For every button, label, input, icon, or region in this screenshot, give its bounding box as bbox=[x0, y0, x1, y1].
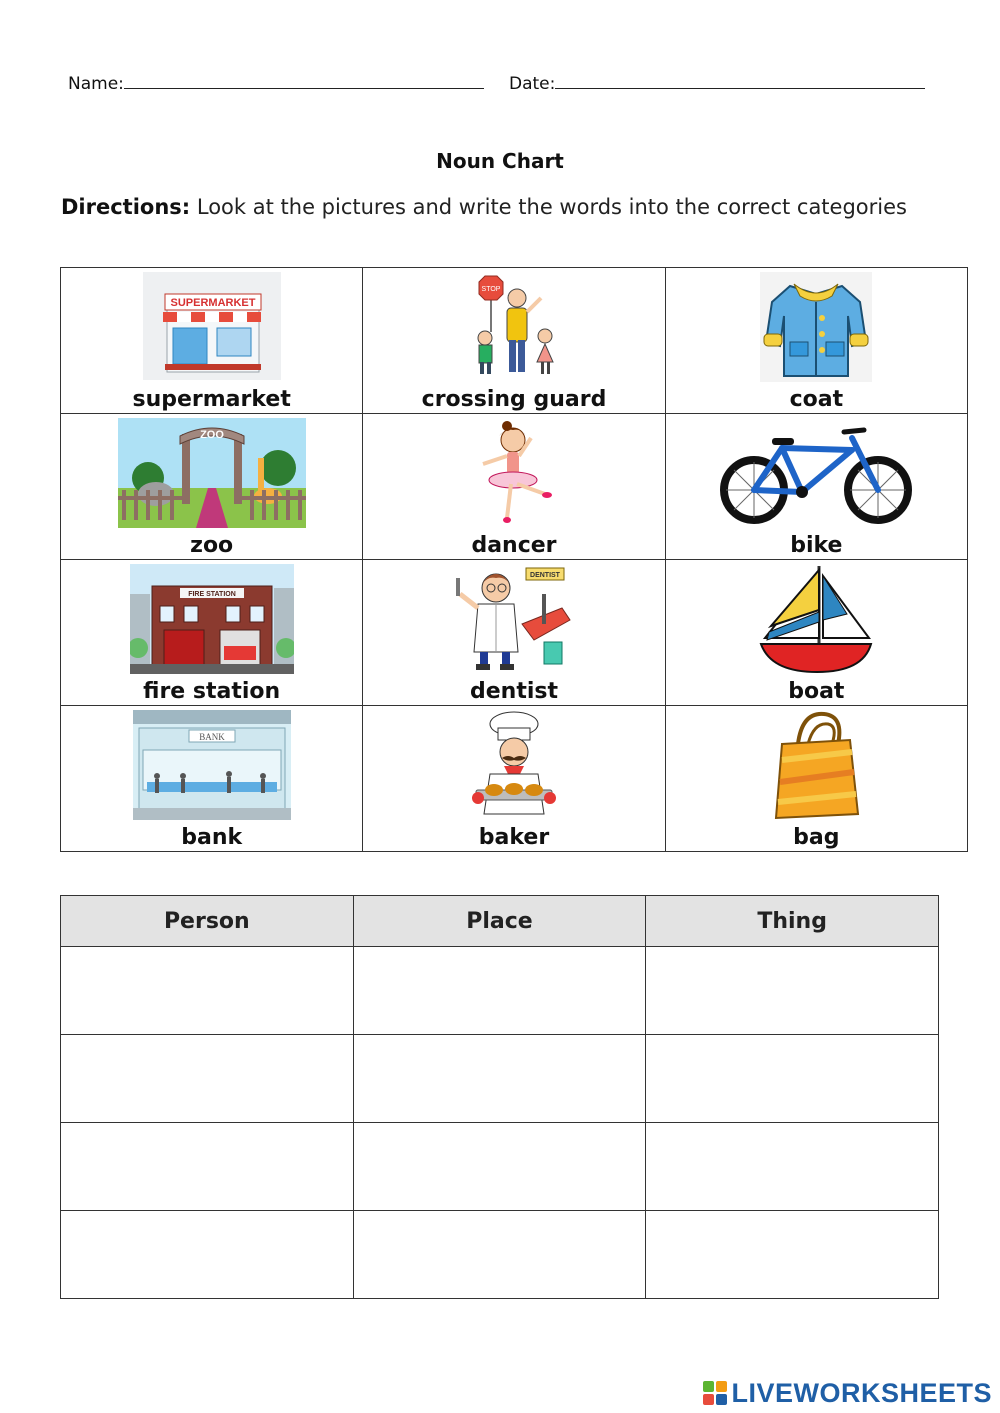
answer-cell-person-2[interactable] bbox=[61, 1035, 354, 1123]
baker-icon bbox=[464, 710, 564, 820]
word-bag: bag bbox=[793, 825, 840, 850]
fire-station-icon bbox=[130, 564, 294, 674]
liveworksheets-logo-icon bbox=[703, 1381, 727, 1405]
supermarket-sign: SUPERMARKET bbox=[170, 297, 256, 309]
directions-text: Look at the pictures and write the words into the correct categories bbox=[190, 195, 907, 219]
word-baker: baker bbox=[478, 825, 550, 850]
coat-icon bbox=[760, 272, 872, 382]
picture-cell-dentist bbox=[363, 560, 665, 706]
word-supermarket: supermarket bbox=[132, 387, 291, 412]
picture-cell-dancer bbox=[363, 414, 665, 560]
answer-cell-person-4[interactable] bbox=[61, 1211, 354, 1299]
picture-cell-zoo bbox=[61, 414, 363, 560]
header-line bbox=[68, 72, 930, 98]
zoo-icon bbox=[118, 418, 306, 528]
dentist-icon bbox=[452, 564, 576, 674]
bike-icon bbox=[718, 418, 914, 530]
answer-cell-place-3[interactable] bbox=[353, 1123, 646, 1211]
dentist-sign: DENTIST bbox=[530, 572, 560, 579]
liveworksheets-brand-text: LIVEWORKSHEETS bbox=[731, 1377, 992, 1408]
date-field bbox=[509, 72, 925, 94]
answer-cell-person-1[interactable] bbox=[61, 947, 354, 1035]
sorting-table bbox=[60, 895, 939, 1299]
bank-sign: BANK bbox=[198, 732, 225, 742]
word-bike: bike bbox=[790, 533, 843, 558]
bag-icon bbox=[768, 710, 864, 822]
picture-cell-crossing-guard bbox=[363, 268, 665, 414]
page-title: Noun Chart bbox=[436, 149, 564, 173]
picture-grid bbox=[60, 267, 968, 852]
header-place: Place bbox=[353, 896, 646, 947]
answer-cell-thing-3[interactable] bbox=[646, 1123, 939, 1211]
header-person: Person bbox=[61, 896, 354, 947]
picture-cell-baker bbox=[363, 706, 665, 852]
word-bank: bank bbox=[181, 825, 243, 850]
supermarket-icon bbox=[143, 272, 281, 380]
answer-cell-place-1[interactable] bbox=[353, 947, 646, 1035]
word-boat: boat bbox=[788, 679, 845, 704]
answer-cell-place-2[interactable] bbox=[353, 1035, 646, 1123]
answer-cell-person-3[interactable] bbox=[61, 1123, 354, 1211]
logo-square-green bbox=[703, 1381, 714, 1392]
stop-sign-text: STOP bbox=[481, 286, 501, 293]
picture-cell-boat bbox=[665, 560, 967, 706]
zoo-sign: ZOO bbox=[199, 429, 224, 441]
date-blank[interactable] bbox=[555, 72, 925, 89]
directions-label: Directions: bbox=[61, 195, 191, 219]
word-fire-station: fire station bbox=[143, 679, 281, 704]
directions bbox=[61, 192, 921, 223]
date-label: Date: bbox=[509, 74, 556, 94]
answer-cell-thing-2[interactable] bbox=[646, 1035, 939, 1123]
picture-cell-bike bbox=[665, 414, 967, 560]
crossing-guard-icon bbox=[459, 272, 569, 380]
picture-cell-supermarket bbox=[61, 268, 363, 414]
answer-cell-place-4[interactable] bbox=[353, 1211, 646, 1299]
liveworksheets-logo bbox=[703, 1378, 992, 1408]
name-label: Name: bbox=[68, 74, 124, 94]
name-field bbox=[68, 72, 484, 94]
word-crossing-guard: crossing guard bbox=[421, 387, 607, 412]
word-dentist: dentist bbox=[469, 679, 558, 704]
header-thing: Thing bbox=[646, 896, 939, 947]
dancer-icon bbox=[469, 418, 559, 528]
word-dancer: dancer bbox=[471, 533, 557, 558]
name-blank[interactable] bbox=[124, 72, 484, 89]
answer-cell-thing-4[interactable] bbox=[646, 1211, 939, 1299]
word-coat: coat bbox=[789, 387, 844, 412]
logo-square-red bbox=[703, 1394, 714, 1405]
fire-station-sign: FIRE STATION bbox=[187, 591, 236, 598]
boat-icon bbox=[759, 564, 873, 676]
picture-cell-bank bbox=[61, 706, 363, 852]
picture-cell-coat bbox=[665, 268, 967, 414]
word-zoo: zoo bbox=[190, 533, 234, 558]
logo-square-orange bbox=[716, 1381, 727, 1392]
picture-cell-fire-station bbox=[61, 560, 363, 706]
answer-cell-thing-1[interactable] bbox=[646, 947, 939, 1035]
bank-icon bbox=[133, 710, 291, 820]
picture-cell-bag bbox=[665, 706, 967, 852]
logo-square-blue bbox=[716, 1394, 727, 1405]
